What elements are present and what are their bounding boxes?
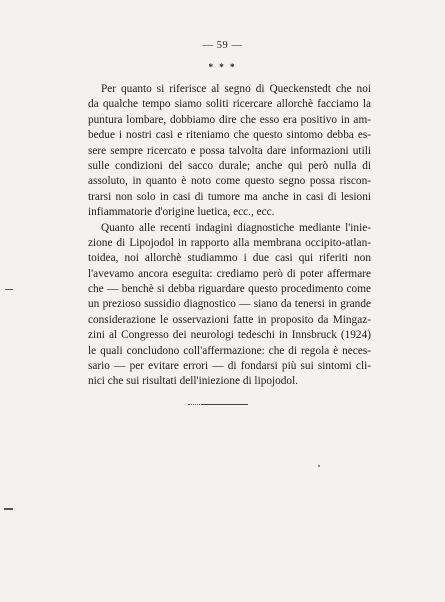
section-ornament: * * *: [208, 62, 237, 72]
text-line: sario — per evitare errori — di fondarsi più sui sintomi cli-: [88, 360, 371, 373]
text-line: Per quanto si riferisce al segno di Queckenstedt che noi: [101, 83, 371, 95]
text-line: che — benchè si debba riguardare questo procedimento come: [88, 283, 371, 296]
margin-mark: [5, 289, 13, 290]
margin-mark: [4, 508, 13, 510]
text-line: sulle condizioni del sacco durale; anche qui però nulla di: [88, 159, 371, 172]
text-line: toidea, noi allorchè studiammo i due casi qui riferiti non: [88, 252, 371, 265]
body-text: [88, 82, 371, 390]
text-line: considerazione le osservazioni fatte in proposito da Mingaz-: [88, 313, 371, 326]
text-line: l'avevamo ancora eseguita: crediamo però di poter affermare: [88, 267, 371, 280]
paragraph-queckenstedt: [88, 82, 371, 221]
text-line: zione di Lipojodol in rapporto alla membrana occipito-atlan-: [88, 236, 371, 249]
text-line: puntura lombare, dobbiamo dire che esso era positivo in am-: [88, 113, 371, 126]
text-line: sere sempre ricercato e possa talvolta dare informazioni utili: [88, 144, 371, 157]
scan-speck: [318, 465, 320, 467]
text-line: da qualche tempo siamo soliti ricercare allorchè facciamo la: [88, 98, 371, 111]
text-line: nici che sui risultati dell'iniezione di lipojodol.: [88, 375, 299, 388]
text-line: assoluto, in quanto è noto come questo segno possa riscon-: [88, 175, 371, 188]
text-line: infiammatorie d'origine luetica, ecc., ecc.: [88, 206, 275, 219]
text-line: un prezioso sussidio diagnostico — siano da tenersi in grande: [88, 298, 371, 311]
text-line: bedue i nostri casi e riteniamo che questo sintomo debba es-: [88, 129, 371, 142]
text-line: trarsi non solo in casi di tumore ma anche in casi di lesioni: [88, 190, 371, 203]
text-line: Quanto alle recenti indagini diagnostiche mediante l'inie-: [101, 221, 371, 234]
text-line: zini al Congresso dei neurologi tedeschi in Innsbruck (1924): [88, 329, 371, 342]
page-number: — 59 —: [202, 40, 243, 51]
text-line: le quali concludono coll'affermazione: che di regola è neces-: [88, 344, 371, 357]
section-end-rule: [188, 404, 248, 405]
paragraph-lipojodol: [88, 221, 371, 390]
